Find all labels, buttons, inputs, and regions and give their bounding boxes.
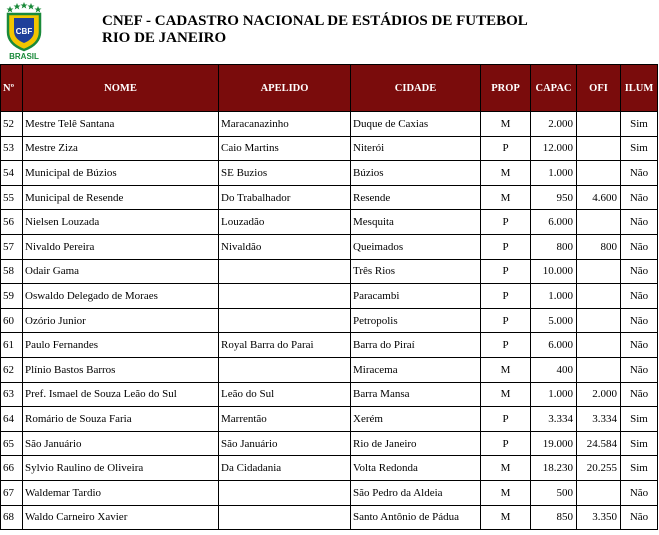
cell-num: 67 (1, 480, 23, 505)
cell-num: 57 (1, 234, 23, 259)
logo-label: BRASIL (9, 52, 39, 60)
col-header-num: Nº (1, 65, 23, 112)
cell-ofi: 4.600 (577, 185, 621, 210)
cell-ofi (577, 161, 621, 186)
cell-nome: Oswaldo Delegado de Moraes (23, 284, 219, 309)
col-header-ofi: OFI (577, 65, 621, 112)
cell-num: 66 (1, 456, 23, 481)
cell-capac: 1.000 (531, 284, 577, 309)
cell-ilum: Não (621, 185, 658, 210)
cell-ilum: Sim (621, 136, 658, 161)
table-row (1, 480, 658, 505)
cell-ofi: 800 (577, 234, 621, 259)
cell-num: 59 (1, 284, 23, 309)
header-row (1, 65, 658, 112)
cell-prop: P (481, 136, 531, 161)
cell-capac: 5.000 (531, 308, 577, 333)
cell-num: 53 (1, 136, 23, 161)
cell-prop: M (481, 456, 531, 481)
cell-ilum: Sim (621, 456, 658, 481)
cell-cidade: Rio de Janeiro (351, 431, 481, 456)
cell-prop: M (481, 505, 531, 530)
cell-nome: Waldo Carneiro Xavier (23, 505, 219, 530)
cell-ofi: 3.350 (577, 505, 621, 530)
table-row (1, 161, 658, 186)
cell-nome: Nivaldo Pereira (23, 234, 219, 259)
table-row (1, 136, 658, 161)
cell-ilum: Sim (621, 431, 658, 456)
cell-capac: 1.000 (531, 161, 577, 186)
cell-apelido: SE Buzios (219, 161, 351, 186)
cell-num: 60 (1, 308, 23, 333)
cell-nome: Municipal de Resende (23, 185, 219, 210)
cell-nome: Waldemar Tardio (23, 480, 219, 505)
cell-cidade: Petropolis (351, 308, 481, 333)
cell-num: 68 (1, 505, 23, 530)
cell-capac: 2.000 (531, 112, 577, 137)
cell-prop: P (481, 407, 531, 432)
cell-num: 56 (1, 210, 23, 235)
cell-ilum: Não (621, 382, 658, 407)
cell-ofi: 3.334 (577, 407, 621, 432)
cell-num: 54 (1, 161, 23, 186)
cell-nome: Mestre Telê Santana (23, 112, 219, 137)
stadium-table (0, 64, 658, 530)
cell-num: 64 (1, 407, 23, 432)
table-row (1, 308, 658, 333)
cell-ofi (577, 136, 621, 161)
cell-ilum: Não (621, 505, 658, 530)
table-row (1, 185, 658, 210)
col-header-nome: NOME (23, 65, 219, 112)
cell-ilum: Não (621, 284, 658, 309)
cell-cidade: Búzios (351, 161, 481, 186)
cell-capac: 800 (531, 234, 577, 259)
cell-capac: 950 (531, 185, 577, 210)
cell-ofi (577, 259, 621, 284)
cell-ilum: Não (621, 259, 658, 284)
cell-nome: Sylvio Raulino de Oliveira (23, 456, 219, 481)
cell-apelido: Caio Martins (219, 136, 351, 161)
cell-prop: P (481, 308, 531, 333)
cell-ofi: 2.000 (577, 382, 621, 407)
cell-cidade: Duque de Caxias (351, 112, 481, 137)
table-row (1, 357, 658, 382)
cell-ofi (577, 308, 621, 333)
cell-num: 62 (1, 357, 23, 382)
cell-apelido (219, 480, 351, 505)
cell-num: 55 (1, 185, 23, 210)
cell-ilum: Não (621, 480, 658, 505)
cell-ilum: Sim (621, 407, 658, 432)
cell-cidade: Resende (351, 185, 481, 210)
title-line-1: CNEF - CADASTRO NACIONAL DE ESTÁDIOS DE FUTEBOL (102, 13, 528, 29)
cell-nome: Pref. Ismael de Souza Leão do Sul (23, 382, 219, 407)
cell-apelido: Louzadão (219, 210, 351, 235)
cell-num: 61 (1, 333, 23, 358)
cell-nome: São Januário (23, 431, 219, 456)
cbf-logo-icon (4, 2, 44, 60)
cell-apelido: Maracanazinho (219, 112, 351, 137)
cell-nome: Paulo Fernandes (23, 333, 219, 358)
cell-apelido (219, 284, 351, 309)
cell-apelido (219, 505, 351, 530)
cell-nome: Odair Gama (23, 259, 219, 284)
table-row (1, 210, 658, 235)
cell-nome: Mestre Ziza (23, 136, 219, 161)
cell-cidade: Niterói (351, 136, 481, 161)
cell-prop: P (481, 259, 531, 284)
cell-cidade: São Pedro da Aldeia (351, 480, 481, 505)
cell-ilum: Não (621, 308, 658, 333)
cell-cidade: Paracambi (351, 284, 481, 309)
page-header (0, 0, 659, 64)
cell-prop: M (481, 382, 531, 407)
cell-capac: 6.000 (531, 333, 577, 358)
cell-apelido (219, 259, 351, 284)
cell-capac: 400 (531, 357, 577, 382)
cell-apelido (219, 357, 351, 382)
cell-capac: 3.334 (531, 407, 577, 432)
cell-prop: P (481, 333, 531, 358)
cell-num: 52 (1, 112, 23, 137)
logo-text: CBF (15, 27, 33, 36)
cell-ofi (577, 480, 621, 505)
cell-capac: 18.230 (531, 456, 577, 481)
cell-cidade: Miracema (351, 357, 481, 382)
cell-cidade: Santo Antônio de Pádua (351, 505, 481, 530)
cell-cidade: Queimados (351, 234, 481, 259)
cell-ofi: 24.584 (577, 431, 621, 456)
cell-prop: P (481, 284, 531, 309)
cell-ilum: Não (621, 357, 658, 382)
table-row (1, 382, 658, 407)
table-row (1, 456, 658, 481)
cell-capac: 6.000 (531, 210, 577, 235)
cell-cidade: Xerém (351, 407, 481, 432)
cell-prop: P (481, 234, 531, 259)
cell-cidade: Barra Mansa (351, 382, 481, 407)
cell-capac: 10.000 (531, 259, 577, 284)
cell-ofi (577, 210, 621, 235)
cell-apelido: Nivaldão (219, 234, 351, 259)
table-row (1, 407, 658, 432)
col-header-apelido: APELIDO (219, 65, 351, 112)
cell-prop: M (481, 112, 531, 137)
cell-prop: M (481, 357, 531, 382)
table-row (1, 431, 658, 456)
cell-nome: Nielsen Louzada (23, 210, 219, 235)
cell-ofi (577, 357, 621, 382)
cell-ofi (577, 284, 621, 309)
col-header-prop: PROP (481, 65, 531, 112)
col-header-cidade: CIDADE (351, 65, 481, 112)
cell-apelido: São Januário (219, 431, 351, 456)
table-row (1, 333, 658, 358)
cell-num: 63 (1, 382, 23, 407)
cell-apelido: Da Cidadania (219, 456, 351, 481)
cell-ilum: Não (621, 210, 658, 235)
cell-cidade: Mesquita (351, 210, 481, 235)
cell-prop: M (481, 480, 531, 505)
cell-capac: 12.000 (531, 136, 577, 161)
table-row (1, 284, 658, 309)
page-title (102, 13, 528, 47)
cell-ofi (577, 112, 621, 137)
cell-apelido: Leão do Sul (219, 382, 351, 407)
cell-ilum: Não (621, 333, 658, 358)
cell-ofi (577, 333, 621, 358)
cell-nome: Municipal de Búzios (23, 161, 219, 186)
cell-ilum: Não (621, 234, 658, 259)
cell-capac: 19.000 (531, 431, 577, 456)
cell-prop: P (481, 431, 531, 456)
cell-ilum: Sim (621, 112, 658, 137)
cell-capac: 500 (531, 480, 577, 505)
title-line-2: RIO DE JANEIRO (102, 30, 227, 46)
table-row (1, 505, 658, 530)
cell-apelido (219, 308, 351, 333)
col-header-ilum: ILUM (621, 65, 658, 112)
cell-prop: M (481, 185, 531, 210)
cell-apelido: Do Trabalhador (219, 185, 351, 210)
cell-capac: 850 (531, 505, 577, 530)
cell-cidade: Volta Redonda (351, 456, 481, 481)
cell-ilum: Não (621, 161, 658, 186)
cell-apelido: Marrentão (219, 407, 351, 432)
cell-nome: Plínio Bastos Barros (23, 357, 219, 382)
table-body (1, 112, 658, 530)
cell-num: 58 (1, 259, 23, 284)
table-row (1, 234, 658, 259)
table-row (1, 259, 658, 284)
cell-num: 65 (1, 431, 23, 456)
cell-prop: P (481, 210, 531, 235)
cell-ofi: 20.255 (577, 456, 621, 481)
col-header-capac: CAPAC (531, 65, 577, 112)
table-row (1, 112, 658, 137)
cell-nome: Romário de Souza Faria (23, 407, 219, 432)
cell-capac: 1.000 (531, 382, 577, 407)
cell-prop: M (481, 161, 531, 186)
cell-cidade: Barra do Piraí (351, 333, 481, 358)
cell-cidade: Três Rios (351, 259, 481, 284)
cell-nome: Ozório Junior (23, 308, 219, 333)
cell-apelido: Royal Barra do Parai (219, 333, 351, 358)
